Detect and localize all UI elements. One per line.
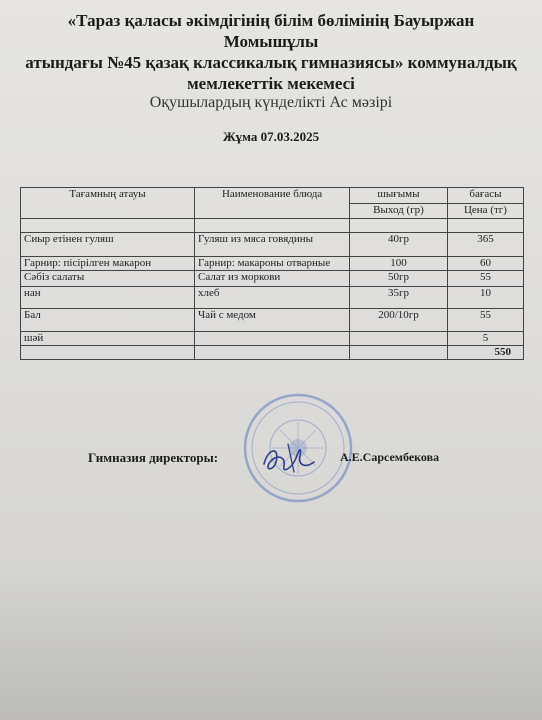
dish-name-ru: Салат из моркови [195, 271, 350, 287]
table-spacer-row [21, 219, 524, 233]
menu-table [20, 187, 524, 360]
paper-shadow [0, 560, 542, 720]
institution-line-2: атындағы №45 қазақ классикалық гимназиясы» коммуналдық [25, 53, 517, 72]
institution-header [20, 10, 522, 94]
dish-yield: 200/10гр [350, 309, 448, 332]
dish-name-kz: шәй [21, 332, 195, 346]
dish-name-kz: Бал [21, 309, 195, 332]
header-price-ru: Цена (тг) [447, 204, 523, 219]
header-name-kz: Тағамның атауы [21, 188, 195, 219]
table-row [21, 309, 524, 332]
dish-yield: 40гр [350, 233, 448, 257]
director-signature [258, 438, 322, 480]
header-name-ru: Наименование блюда [195, 188, 350, 219]
menu-date: Жұма 07.03.2025 [222, 129, 320, 144]
table-row [21, 271, 524, 287]
dish-name-ru: Чай с медом [195, 309, 350, 332]
director-label: Гимназия директоры: [88, 450, 219, 465]
table-header-row [21, 188, 524, 204]
dish-name-ru: Гуляш из мяса говядины [195, 233, 350, 257]
dish-name-ru [195, 332, 350, 346]
dish-price: 365 [447, 233, 523, 257]
dish-yield [350, 332, 448, 346]
institution-line-1: «Тараз қаласы әкімдігінің білім бөлімінің Бауыржан Момышұлы [67, 11, 475, 51]
header-price-kz: бағасы [447, 188, 523, 204]
dish-yield: 100 [350, 257, 448, 271]
header-yield-ru: Выход (гр) [350, 204, 448, 219]
dish-yield: 50гр [350, 271, 448, 287]
dish-name-kz: Гарнир: пісірілген макарон [21, 257, 195, 271]
dish-yield: 35гр [350, 287, 448, 309]
institution-line-3: мемлекеттік мекемесі [187, 74, 355, 93]
table-row [21, 332, 524, 346]
dish-name-kz: Сәбіз салаты [21, 271, 195, 287]
table-row [21, 287, 524, 309]
dish-name-ru: хлеб [195, 287, 350, 309]
menu-total: 550 [447, 346, 523, 360]
dish-price: 55 [447, 309, 523, 332]
director-name: А.Е.Сарсембекова [340, 450, 440, 464]
table-row [21, 257, 524, 271]
dish-price: 10 [447, 287, 523, 309]
dish-price: 5 [447, 332, 523, 346]
table-row [21, 233, 524, 257]
dish-name-ru: Гарнир: макароны отварные [195, 257, 350, 271]
dish-price: 55 [447, 271, 523, 287]
menu-title: Оқушылардың күнделікті Ас мәзірі [149, 94, 393, 111]
dish-price: 60 [447, 257, 523, 271]
header-yield-kz: шығымы [350, 188, 448, 204]
table-total-row [21, 346, 524, 360]
dish-name-kz: Сиыр етінен гуляш [21, 233, 195, 257]
dish-name-kz: нан [21, 287, 195, 309]
